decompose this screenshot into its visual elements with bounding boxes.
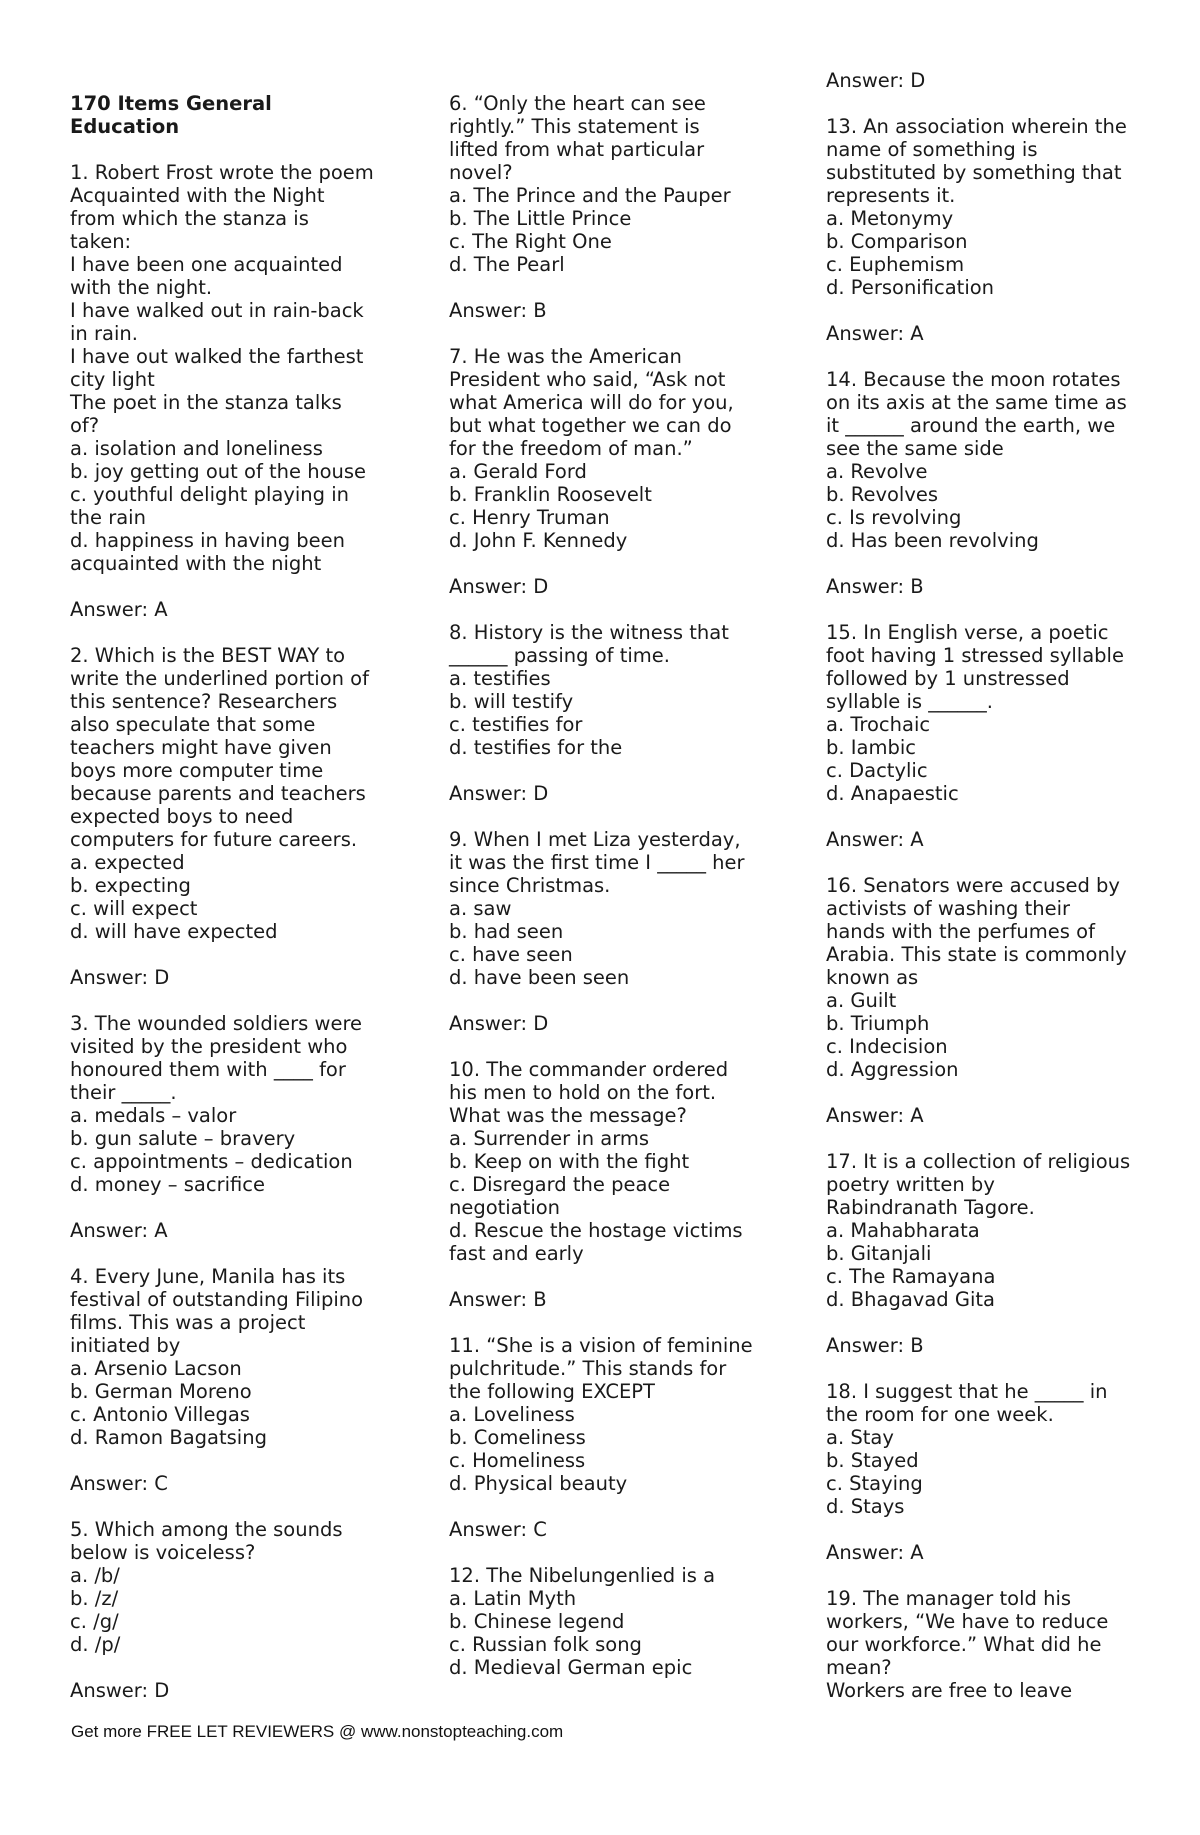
text-line: mean? [826, 1656, 892, 1679]
text-line: also speculate that some [70, 713, 316, 736]
text-line: expected boys to need [70, 805, 294, 828]
blank-line [826, 345, 1166, 368]
question-stem: 11. “She is a vision of feminine [449, 1334, 753, 1357]
blank-line [826, 805, 1166, 828]
answer-option: c. Is revolving [826, 506, 962, 529]
answer-option: a. Mahabharata [826, 1219, 980, 1242]
answer-line: Answer: A [70, 598, 168, 621]
text-line: below is voiceless? [70, 1541, 256, 1564]
blank-line [449, 598, 789, 621]
column-middle [449, 92, 789, 1679]
text-line: computers for future careers. [70, 828, 358, 851]
text-line: ______ passing of time. [449, 644, 670, 667]
answer-line: Answer: A [826, 828, 924, 851]
text-line: syllable is ______. [826, 690, 993, 713]
answer-option: b. German Moreno [70, 1380, 252, 1403]
answer-option: b. Keep on with the fight [449, 1150, 690, 1173]
answer-option: a. Latin Myth [449, 1587, 577, 1610]
blank-line [826, 598, 1166, 621]
question-stem: 3. The wounded soldiers were [70, 1012, 363, 1035]
text-line: city light [70, 368, 155, 391]
answer-option: d. testifies for the [449, 736, 623, 759]
document-title: Education [70, 115, 180, 138]
text-line: I have been one acquainted [70, 253, 343, 276]
answer-option: d. will have expected [70, 920, 278, 943]
question-stem: 4. Every June, Manila has its [70, 1265, 346, 1288]
answer-option: c. The Ramayana [826, 1265, 996, 1288]
text-line: his men to hold on the fort. [449, 1081, 717, 1104]
text-line: What was the message? [449, 1104, 687, 1127]
answer-option: c. have seen [449, 943, 573, 966]
text-line: the room for one week. [826, 1403, 1054, 1426]
text-line: workers, “We have to reduce [826, 1610, 1109, 1633]
text-line: this sentence? Researchers [70, 690, 338, 713]
answer-option: c. Homeliness [449, 1449, 586, 1472]
text-line: with the night. [70, 276, 213, 299]
answer-option: a. Trochaic [826, 713, 931, 736]
answer-option: c. Henry Truman [449, 506, 610, 529]
answer-option: b. Triumph [826, 1012, 930, 1035]
text-line: honoured them with ____ for [70, 1058, 346, 1081]
answer-option: d. Bhagavad Gita [826, 1288, 995, 1311]
answer-option: d. Physical beauty [449, 1472, 628, 1495]
answer-option: a. medals – valor [70, 1104, 237, 1127]
answer-option: c. will expect [70, 897, 198, 920]
text-line: I have walked out in rain-back [70, 299, 364, 322]
answer-option: d. /p/ [70, 1633, 121, 1656]
answer-option: b. gun salute – bravery [70, 1127, 296, 1150]
answer-option: c. youthful delight playing in [70, 483, 349, 506]
text-line: foot having 1 stressed syllable [826, 644, 1124, 667]
text-line: the rain [70, 506, 146, 529]
blank-line [826, 552, 1166, 575]
answer-option: b. will testify [449, 690, 574, 713]
text-line: followed by 1 unstressed [826, 667, 1070, 690]
question-stem: 14. Because the moon rotates [826, 368, 1121, 391]
answer-option: d. Has been revolving [826, 529, 1039, 552]
answer-line: Answer: D [826, 69, 926, 92]
blank-line [826, 299, 1166, 322]
answer-option: c. Antonio Villegas [70, 1403, 250, 1426]
answer-line: Answer: A [826, 1104, 924, 1127]
blank-line [70, 1242, 410, 1265]
answer-option: c. Staying [826, 1472, 923, 1495]
text-line: lifted from what particular [449, 138, 705, 161]
answer-option: a. Stay [826, 1426, 894, 1449]
blank-line [826, 1564, 1166, 1587]
answer-option: a. saw [449, 897, 512, 920]
answer-option: a. Loveliness [449, 1403, 575, 1426]
blank-line [826, 1357, 1166, 1380]
answer-line: Answer: D [449, 782, 549, 805]
blank-line [70, 1449, 410, 1472]
question-stem: 15. In English verse, a poetic [826, 621, 1109, 644]
text-line: Arabia. This state is commonly [826, 943, 1127, 966]
question-stem: 9. When I met Liza yesterday, [449, 828, 741, 851]
answer-option: d. Personification [826, 276, 995, 299]
answer-line: Answer: B [449, 299, 547, 322]
blank-line [70, 1656, 410, 1679]
answer-option: c. appointments – dedication [70, 1150, 353, 1173]
document-title: 170 Items General [70, 92, 272, 115]
answer-line: Answer: A [826, 1541, 924, 1564]
answer-option: d. happiness in having been [70, 529, 346, 552]
text-line: represents it. [826, 184, 956, 207]
answer-option: b. Stayed [826, 1449, 919, 1472]
text-line: Workers are free to leave [826, 1679, 1073, 1702]
answer-line: Answer: B [826, 575, 924, 598]
text-line: because parents and teachers [70, 782, 366, 805]
answer-option: b. had seen [449, 920, 564, 943]
text-line: negotiation [449, 1196, 561, 1219]
answer-option: b. Revolves [826, 483, 939, 506]
blank-line [449, 276, 789, 299]
answer-option: b. /z/ [70, 1587, 119, 1610]
text-line: see the same side [826, 437, 1004, 460]
blank-line [70, 989, 410, 1012]
text-line: poetry written by [826, 1173, 995, 1196]
answer-option: d. The Pearl [449, 253, 565, 276]
answer-line: Answer: D [449, 1012, 549, 1035]
text-line: but what together we can do [449, 414, 732, 437]
answer-line: Answer: D [449, 575, 549, 598]
text-line: name of something is [826, 138, 1038, 161]
blank-line [449, 989, 789, 1012]
text-line: I have out walked the farthest [70, 345, 364, 368]
text-line: taken: [70, 230, 132, 253]
text-line: on its axis at the same time as [826, 391, 1127, 414]
blank-line [449, 1265, 789, 1288]
answer-option: c. Disregard the peace [449, 1173, 671, 1196]
text-line: of? [70, 414, 100, 437]
answer-option: d. Anapaestic [826, 782, 959, 805]
text-line: The poet in the stanza talks [70, 391, 342, 414]
answer-option: b. joy getting out of the house [70, 460, 367, 483]
answer-line: Answer: C [449, 1518, 547, 1541]
blank-line [449, 552, 789, 575]
answer-option: d. Medieval German epic [449, 1656, 693, 1679]
text-line: teachers might have given [70, 736, 332, 759]
text-line: visited by the president who [70, 1035, 348, 1058]
answer-line: Answer: C [70, 1472, 168, 1495]
blank-line [449, 322, 789, 345]
answer-option: b. expecting [70, 874, 191, 897]
text-line: write the underlined portion of [70, 667, 369, 690]
answer-option: d. Rescue the hostage victims [449, 1219, 743, 1242]
text-line: since Christmas. [449, 874, 611, 897]
answer-option: a. Guilt [826, 989, 897, 1012]
answer-option: a. Surrender in arms [449, 1127, 650, 1150]
answer-option: d. have been seen [449, 966, 630, 989]
answer-option: b. Franklin Roosevelt [449, 483, 652, 506]
answer-option: a. /b/ [70, 1564, 120, 1587]
question-stem: 18. I suggest that he _____ in [826, 1380, 1108, 1403]
text-line: boys more computer time [70, 759, 324, 782]
blank-line [70, 1495, 410, 1518]
question-stem: 19. The manager told his [826, 1587, 1072, 1610]
answer-option: d. Aggression [826, 1058, 959, 1081]
answer-line: Answer: B [826, 1334, 924, 1357]
text-line: hands with the perfumes of [826, 920, 1095, 943]
answer-option: d. John F. Kennedy [449, 529, 628, 552]
text-line: for the freedom of man.” [449, 437, 693, 460]
blank-line [826, 1081, 1166, 1104]
answer-line: Answer: A [70, 1219, 168, 1242]
text-line: substituted by something that [826, 161, 1122, 184]
question-stem: 8. History is the witness that [449, 621, 729, 644]
text-line: Rabindranath Tagore. [826, 1196, 1035, 1219]
column-right [826, 69, 1166, 1702]
answer-option: a. testifies [449, 667, 551, 690]
question-stem: 6. “Only the heart can see [449, 92, 706, 115]
text-line: rightly.” This statement is [449, 115, 700, 138]
text-line: in rain. [70, 322, 138, 345]
answer-option: b. Gitanjali [826, 1242, 932, 1265]
answer-option: d. money – sacrifice [70, 1173, 266, 1196]
text-line: novel? [449, 161, 513, 184]
answer-option: b. Chinese legend [449, 1610, 625, 1633]
answer-option: d. Ramon Bagatsing [70, 1426, 267, 1449]
text-line: festival of outstanding Filipino [70, 1288, 364, 1311]
answer-option: c. Euphemism [826, 253, 965, 276]
text-line: known as [826, 966, 919, 989]
answer-line: Answer: D [70, 966, 170, 989]
blank-line [449, 1311, 789, 1334]
answer-option: c. testifies for [449, 713, 583, 736]
answer-line: Answer: B [449, 1288, 547, 1311]
blank-line [70, 943, 410, 966]
answer-option: c. The Right One [449, 230, 612, 253]
text-line: it was the first time I _____ her [449, 851, 745, 874]
blank-line [70, 575, 410, 598]
question-stem: 17. It is a collection of religious [826, 1150, 1131, 1173]
answer-option: d. Stays [826, 1495, 905, 1518]
answer-option: b. Comparison [826, 230, 968, 253]
question-stem: 5. Which among the sounds [70, 1518, 343, 1541]
text-line: their _____. [70, 1081, 177, 1104]
question-stem: 1. Robert Frost wrote the poem [70, 161, 374, 184]
blank-line [826, 851, 1166, 874]
text-line: fast and early [449, 1242, 584, 1265]
blank-line [70, 138, 410, 161]
blank-line [826, 1127, 1166, 1150]
blank-line [449, 805, 789, 828]
question-stem: 13. An association wherein the [826, 115, 1127, 138]
text-line: Acquainted with the Night [70, 184, 325, 207]
answer-line: Answer: D [70, 1679, 170, 1702]
text-line: from which the stanza is [70, 207, 309, 230]
answer-option: a. expected [70, 851, 185, 874]
answer-option: c. /g/ [70, 1610, 119, 1633]
blank-line [826, 1518, 1166, 1541]
question-stem: 2. Which is the BEST WAY to [70, 644, 346, 667]
text-line: films. This was a project [70, 1311, 306, 1334]
blank-line [826, 92, 1166, 115]
answer-option: b. Iambic [826, 736, 916, 759]
blank-line [70, 621, 410, 644]
answer-option: a. Metonymy [826, 207, 954, 230]
answer-option: c. Dactylic [826, 759, 928, 782]
text-line: initiated by [70, 1334, 181, 1357]
text-line: our workforce.” What did he [826, 1633, 1102, 1656]
blank-line [826, 1311, 1166, 1334]
text-line: acquainted with the night [70, 552, 322, 575]
text-line: the following EXCEPT [449, 1380, 655, 1403]
blank-line [449, 1541, 789, 1564]
text-line: it ______ around the earth, we [826, 414, 1116, 437]
answer-line: Answer: A [826, 322, 924, 345]
question-stem: 16. Senators were accused by [826, 874, 1120, 897]
answer-option: b. The Little Prince [449, 207, 632, 230]
answer-option: c. Russian folk song [449, 1633, 642, 1656]
answer-option: a. isolation and loneliness [70, 437, 323, 460]
question-stem: 10. The commander ordered [449, 1058, 729, 1081]
text-line: President who said, “Ask not [449, 368, 726, 391]
answer-option: b. Comeliness [449, 1426, 586, 1449]
text-line: activists of washing their [826, 897, 1071, 920]
question-stem: 12. The Nibelungenlied is a [449, 1564, 716, 1587]
blank-line [449, 1495, 789, 1518]
text-line: pulchritude.” This stands for [449, 1357, 727, 1380]
answer-option: a. Arsenio Lacson [70, 1357, 242, 1380]
answer-option: c. Indecision [826, 1035, 948, 1058]
blank-line [449, 1035, 789, 1058]
answer-option: a. The Prince and the Pauper [449, 184, 731, 207]
text-line: what America will do for you, [449, 391, 734, 414]
blank-line [449, 759, 789, 782]
question-stem: 7. He was the American [449, 345, 682, 368]
answer-option: a. Revolve [826, 460, 928, 483]
footer-promo: Get more FREE LET REVIEWERS @ www.nonstopteaching.com [71, 1722, 564, 1741]
column-left [70, 92, 410, 1702]
blank-line [70, 1196, 410, 1219]
answer-option: a. Gerald Ford [449, 460, 587, 483]
